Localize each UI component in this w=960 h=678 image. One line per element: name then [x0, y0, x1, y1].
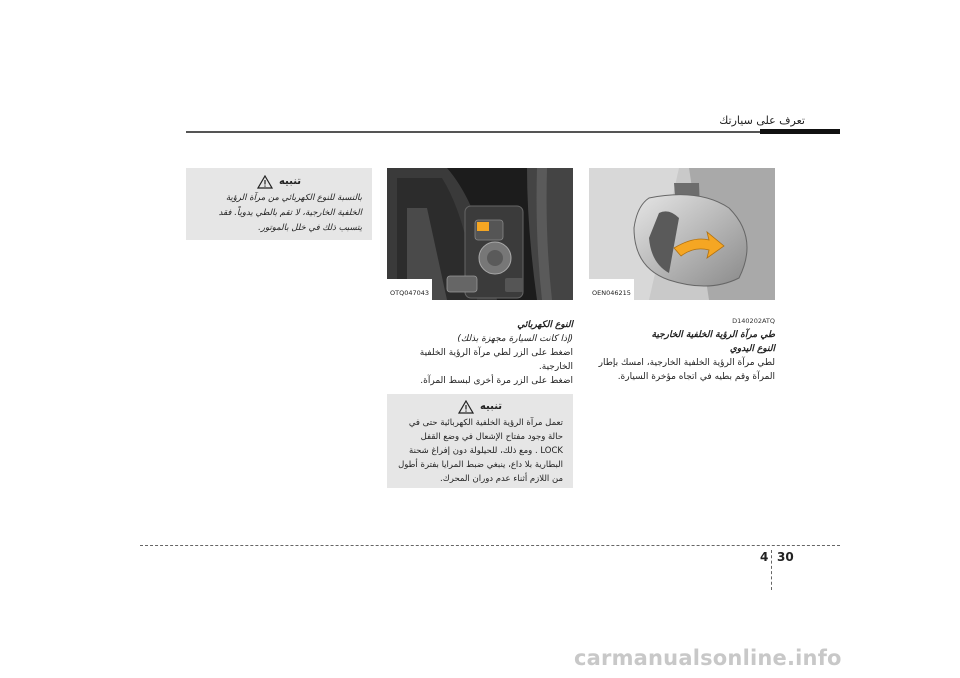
caution-line: البطارية بلا داع، ينبغي ضبط المرايا بفترة أطول — [398, 460, 563, 470]
photo-label-tag — [589, 279, 634, 300]
section-heading: طي مرآة الرؤية الخلفية الخارجية — [651, 330, 775, 340]
photo-label: OEN046215 — [592, 289, 631, 297]
section-subheading: (إذا كانت السيارة مجهزة بذلك) — [457, 334, 573, 344]
section-code: D140202ATQ — [732, 317, 775, 325]
caution-line: الخلفية الخارجية، لا تقم بالطي يدوياً. فقد — [218, 208, 362, 218]
caution-title-text: تنبيه — [479, 401, 503, 412]
body-line: لطي مرآة الرؤية الخلفية الخارجية، امسك بإطار — [598, 358, 775, 368]
body-line: الخارجية. — [538, 362, 573, 372]
caution-title-text: تنبيه — [278, 176, 302, 187]
photo-label: OTQ047043 — [390, 289, 430, 297]
caution-title — [196, 174, 362, 189]
section-header-title: تعرف على سيارتك — [719, 114, 805, 127]
caution-box-battery — [387, 394, 573, 488]
section-power-type — [387, 318, 573, 388]
chapter-number: 4 — [760, 550, 769, 564]
caution-title — [397, 400, 563, 414]
caution-line: من اللازم أثناء عدم دوران المحرك. — [440, 474, 563, 484]
photo-manual-mirror-fold — [589, 168, 775, 300]
header-rule-accent — [760, 129, 840, 134]
caution-line: يتسبب ذلك في خلل بالموتور. — [258, 223, 362, 233]
footer-rule — [140, 545, 840, 546]
warning-triangle-icon — [458, 400, 474, 414]
photo-power-fold-switch — [387, 168, 573, 300]
caution-line: حالة وجود مفتاح الإشعال في وضع القفل — [420, 432, 563, 442]
caution-line: LOCK . ومع ذلك، للحيلولة دون إفراغ شحنة — [409, 446, 563, 456]
header-rule — [186, 131, 840, 133]
page-number: 30 — [777, 550, 794, 564]
caution-box-folding — [186, 168, 372, 240]
section-manual-type — [589, 314, 775, 384]
section-subheading: النوع اليدوي — [729, 344, 775, 354]
warning-triangle-icon — [257, 175, 273, 189]
caution-line: تعمل مرآة الرؤية الخلفية الكهربائية حتى في — [408, 418, 563, 428]
body-line: المرآة وقم بطيه في اتجاه مؤخرة السيارة. — [617, 372, 775, 382]
photo-label-tag — [387, 279, 432, 300]
body-line: اضغط على الزر مرة أخرى لبسط المرآة. — [420, 376, 573, 386]
section-heading: النوع الكهربائي — [517, 320, 573, 330]
caution-line: بالنسبة للنوع الكهربائي من مرآة الرؤية — [225, 193, 362, 203]
footer-divider — [771, 550, 772, 590]
watermark-text: carmanualsonline.info — [574, 646, 842, 670]
body-line: اضغط على الزر لطي مرآة الرؤية الخلفية — [419, 348, 573, 358]
